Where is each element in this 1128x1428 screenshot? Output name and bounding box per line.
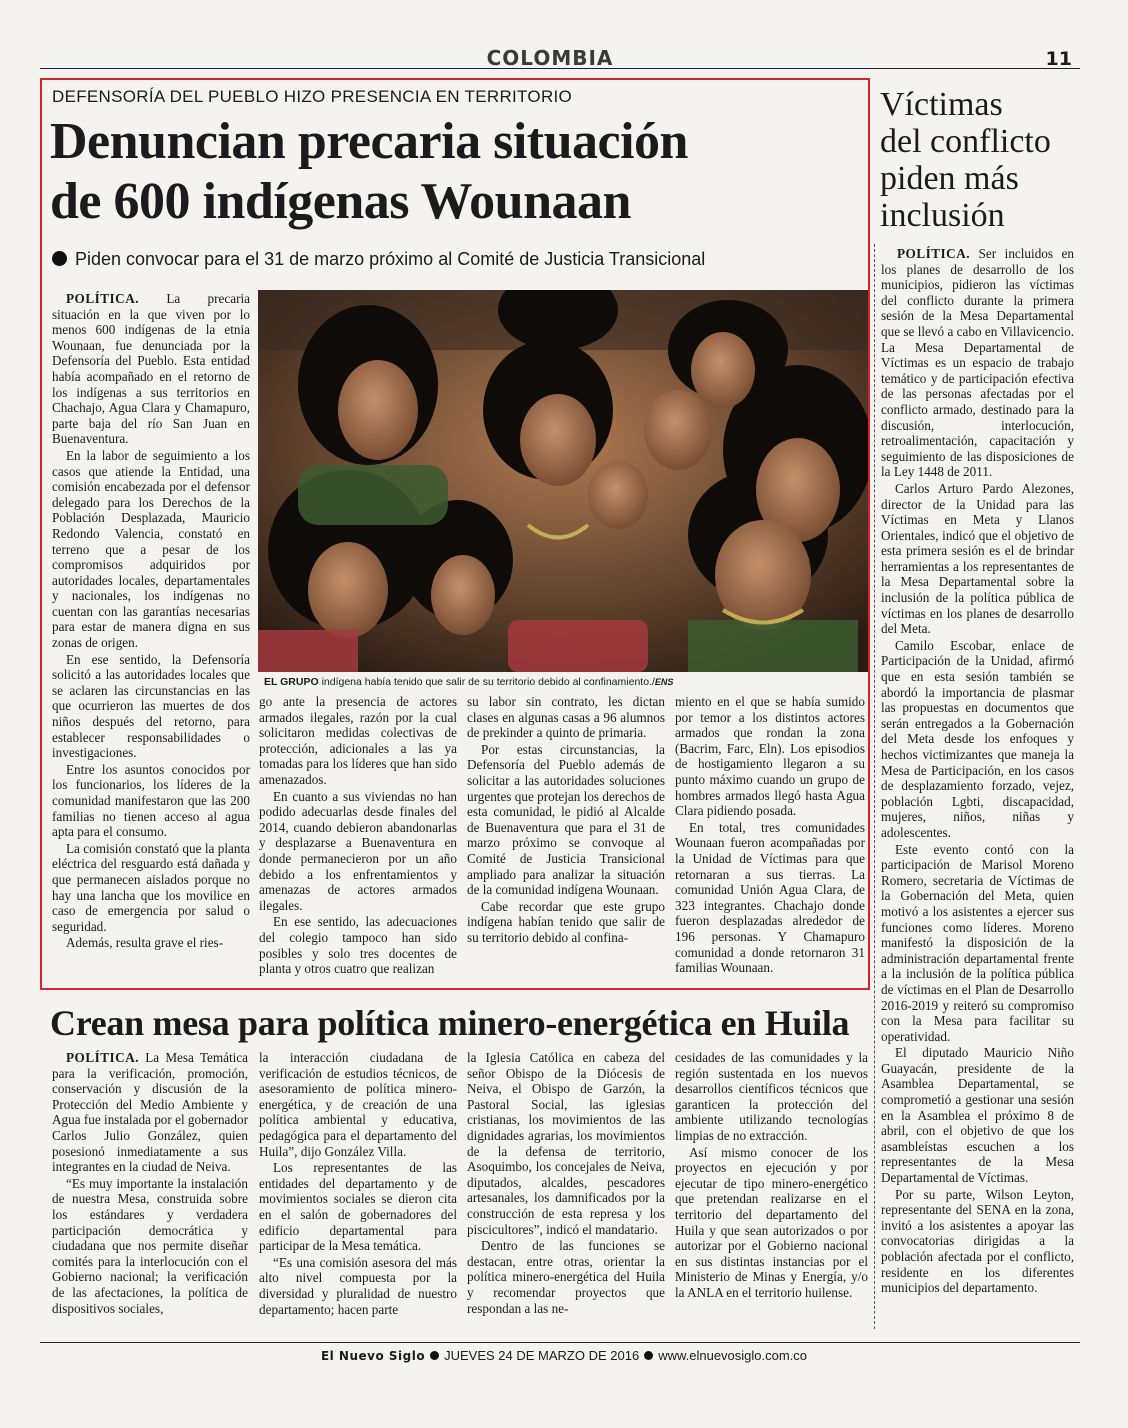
bullet-icon bbox=[52, 251, 67, 266]
column-divider bbox=[874, 244, 875, 1329]
paragraph: Por su parte, Wilson Leyton, representante del SENA en la zona, invitó a los asistentes a apoyar las convocatorias dirigidas a la población afectada por el conflicto, residente en los diferentes municipios del departamento. bbox=[881, 1186, 1074, 1296]
deck bbox=[52, 249, 862, 270]
paragraph: “Es muy importante la instalación de nuestra Mesa, construida sobre los estándares y verdadera participación democrática y ciudadana que nos permite diseñar comités para la interlocución con el Gobierno nacional; la verificación de las afectaciones, la política de dispositivos sociales, bbox=[52, 1175, 248, 1316]
footer-rule bbox=[40, 1342, 1080, 1343]
main-column-4 bbox=[675, 694, 865, 984]
paragraph: miento en el que se había sumido por temor a los distintos actores armados que rondan la zona (Bacrim, Farc, Eln). Los episodios de hostigamiento llegaron a su punto máximo cuando un grupo de hombres armados llegó hasta Agua Clara pidiendo posada. bbox=[675, 694, 865, 819]
headline bbox=[50, 112, 860, 232]
second-column-2 bbox=[259, 1050, 457, 1340]
paragraph: Además, resulta grave el ries- bbox=[66, 935, 224, 951]
page-footer bbox=[0, 1348, 1128, 1363]
paragraph: su labor sin contrato, les dictan clases en algunas casas a 96 alumnos de prekinder a quinto de primaria. bbox=[467, 694, 665, 741]
headline-line-1: Denuncian precaria situación bbox=[50, 113, 688, 170]
kicker: DEFENSORÍA DEL PUEBLO HIZO PRESENCIA EN TERRITORIO bbox=[52, 87, 573, 106]
footer-url[interactable]: www.elnuevosiglo.com.co bbox=[658, 1348, 808, 1363]
bullet-icon bbox=[430, 1351, 439, 1360]
paragraph: la interacción ciudadana de verificación de estudios técnicos, de asesoramiento de política minero-energética, y de creación de una política ambiental y educativa, pedagógica para el departamento del Huila”, dijo González Villa. bbox=[259, 1050, 457, 1159]
paragraph: “Es una comisión asesora del más alto nivel compuesta por la diversidad y pluralidad de nuestro departamento; hacen parte bbox=[259, 1254, 457, 1317]
main-column-3 bbox=[467, 694, 665, 984]
second-column-1 bbox=[52, 1050, 248, 1340]
second-column-4 bbox=[675, 1050, 868, 1340]
footer-date: JUEVES 24 DE MARZO DE 2016 bbox=[444, 1348, 640, 1363]
footer-brand: El Nuevo Siglo bbox=[320, 1349, 426, 1363]
headline-line-2: de 600 indígenas Wounaan bbox=[50, 173, 631, 230]
lead-word: POLÍTICA. bbox=[66, 291, 140, 306]
paragraph: La comisión constató que la planta eléctrica del resguardo está dañada y que permanecen aislados porque no hay una lancha que los movilice en caso de emergencia por salud o seguridad. bbox=[52, 840, 250, 934]
paragraph: Los representantes de las entidades del departamento y de movimientos sociales se dieron cita en el salón de gobernadores del edificio departamental para participar de la Mesa temática. bbox=[259, 1160, 457, 1254]
paragraph: En total, tres comunidades Wounaan fueron acompañadas por la Unidad de Víctimas para que retornaran a sus tierras. La comunidad Unión Agua Clara, de 323 integrantes. Chachajo donde fueron desplazadas alrededor de 196 personas. Y Chamapuro comunidad a donde retornaron 31 familias Wounaan. bbox=[675, 819, 865, 976]
paragraph: Este evento contó con la participación de Marisol Moreno Romero, secretaria de Víctimas de la Gobernación del Meta, quien motivó a los asistentes a ejercer sus funciones como líderes. Moreno manifestó la disposición de la administración departamental frente a la inclusión de la política pública de víctimas en el Plan de Desarrollo 2016-2019 y reiteró su compromiso con la Mesa para facilitar su operatividad. bbox=[881, 841, 1074, 1044]
main-column-2 bbox=[259, 694, 457, 984]
paragraph: go ante la presencia de actores armados ilegales, razón por la cual solicitaron medidas colectivas de protección, adicionales a las ya tomadas para los líderes que han sido amenazados. bbox=[259, 694, 457, 787]
paragraph: Camilo Escobar, enlace de Participación de la Unidad, afirmó que en esta sesión también se abordó la importancia de plasmar las propuestas en documentos que serán entregados a la Gobernación del Meta desde los enfoques y hechos victimizantes que maneja la Mesa de Participación, en los casos de desplazamiento forzado, vejez, población Lgbti, discapacidad, mujeres, niños, niñas y adolescentes. bbox=[881, 637, 1074, 840]
page-number: 11 bbox=[1045, 48, 1072, 70]
paragraph: cesidades de las comunidades y la región sustentada en los nuevos desarrollos científicos técnicos que garanticen la protección del ambiente utilizando tecnologías limpias de no extracción. bbox=[675, 1050, 868, 1143]
paragraph: Entre los asuntos conocidos por los funcionarios, los líderes de la comunidad manifestaron que las 200 familias no tienen acceso al agua apta para el consumo. bbox=[52, 761, 250, 840]
paragraph: POLÍTICA. Ser incluidos en los planes de desarrollo de los municipios, pidieron las víctimas del conflicto durante la primera sesión de la Mesa Departamental que se llevó a cabo en Villavicencio. La Mesa Departamental de Víctimas es un espacio de trabajo temático y de participación efectiva de las personas afectadas por el conflicto armado, destinado para la discusión, interlocución, retroalimentación, capacitación y seguimiento de las disposiciones de la Ley 1448 de 2011. bbox=[881, 246, 1074, 480]
second-headline: Crean mesa para política minero-energética en Huila bbox=[50, 1003, 850, 1043]
second-column-3 bbox=[467, 1050, 665, 1340]
paragraph: Por estas circunstancias, la Defensoría del Pueblo además de solicitar a las autoridades soluciones urgentes que protejan los derechos de esta comunidad, le pidió al Alcalde de Buenaventura que para el 31 de marzo próximo se convoque al Comité de Justicia Transicional ampliado para analizar la situación de la comunidad indígena Wounaan. bbox=[467, 741, 665, 898]
photo bbox=[258, 290, 868, 672]
paragraph: Carlos Arturo Pardo Alezones, director de la Unidad para las Víctimas en Meta y Llanos Orientales, indicó que el objetivo de esta primera sesión es el de brindar herramientas a los representantes de la Mesa Departamental sobre la inclusión de la política pública de víctimas en los planes de desarrollo del Meta. bbox=[881, 480, 1074, 637]
paragraph: POLÍTICA. La Mesa Temática para la verificación, promoción, conservación y discusión de la Protección del Medio Ambiente y Agua fue instalada por el gobernador Carlos Julio González, quien posesionó inmediatamente a sus integrantes en la ciudad de Neiva. bbox=[52, 1050, 248, 1175]
section-name: COLOMBIA bbox=[486, 46, 614, 70]
paragraph: En ese sentido, las adecuaciones del colegio tampoco han sido posibles y solo tres docentes de planta y otros cuatro que realizan bbox=[259, 914, 457, 977]
paragraph: la Iglesia Católica en cabeza del señor Obispo de la Diócesis de Neiva, el Obispo de Garzón, la Pastoral Social, las iglesias cristianas, los movimientos de las dignidades agrarias, los movimientos de la defensa de territorio, Asoquimbo, los concejales de Neiva, diputados, alcaldes, pescadores artesanales, los damnificados por la construcción de esta represa y los piscicultores”, indicó el mandatario. bbox=[467, 1050, 665, 1237]
photo-caption: EL GRUPO indígena había tenido que salir de su territorio debido al confinamiento./ENS bbox=[264, 676, 674, 688]
paragraph: Dentro de las funciones se destacan, entre otras, orientar la política minero-energética del Huila y recomendar proyectos que respondan a las ne- bbox=[467, 1238, 665, 1316]
paragraph: POLÍTICA. La precaria situación en la que viven por lo menos 600 indígenas de la etnia Wounaan, fue denunciada por la Defensoría del Pueblo. Esta entidad había acompañado en el retorno de los indígenas a sus territorios en Chachajo, Agua Clara y Chamapuro, parte baja del río San Juan en Buenaventura. bbox=[52, 291, 250, 447]
paragraph: En la labor de seguimiento a los casos que atiende la Entidad, una comisión encabezada por el defensor delegado para los Derechos de la Población Desplazada, Mauricio Redondo Valencia, constató en terreno que a pesar de los compromisos adquiridos por autoridades locales, departamentales y nacionales, los indígenas no cuentan con las garantías necesarias para estar de manera digna en sus zonas de origen. bbox=[52, 447, 250, 651]
sidebar-column bbox=[881, 246, 1074, 1336]
paragraph: El diputado Mauricio Niño Guayacán, presidente de la Asamblea Departamental, se comprometió a gestionar una sesión en la Asamblea el próximo 8 de abril, con el objetivo de que los asambleístas escuchen a los representantes de la Mesa Departamental de Víctimas. bbox=[881, 1045, 1074, 1186]
paragraph: Cabe recordar que este grupo indígena habían tenido que salir de su territorio debido al confina- bbox=[467, 898, 665, 945]
bullet-icon bbox=[644, 1351, 653, 1360]
paragraph: En cuanto a sus viviendas no han podido adecuarlas desde finales del 2014, cuando debieron abandonarlas y desplazarse a Buenaventura en donde permanecieron por un año debido a los enfrentamientos y amenazas de actores armados ilegales. bbox=[259, 788, 457, 913]
deck-text: Piden convocar para el 31 de marzo próximo al Comité de Justicia Transicional bbox=[75, 249, 706, 269]
paragraph: En ese sentido, la Defensoría solicitó a las autoridades locales que se aclaren las circunstancias en las que ocurrieron las muertes de dos niños después del retorno, para establecer responsabilidades o investigaciones. bbox=[52, 651, 250, 761]
paragraph: Así mismo conocer de los proyectos en ejecución y por ejecutar de tipo minero-energético que pretendan realizarse en el territorio del departamento del Huila y que sean autorizados o por autorizar por el Gobierno nacional en sus distintas instancias por el Ministerio de Minas y Energía, y/o la ANLA en el territorio huilense. bbox=[675, 1144, 868, 1300]
sidebar-headline: Víctimas del conflicto piden más inclusión bbox=[880, 86, 1051, 234]
indigenous-group-photo bbox=[258, 290, 868, 672]
main-column-1 bbox=[52, 291, 250, 987]
